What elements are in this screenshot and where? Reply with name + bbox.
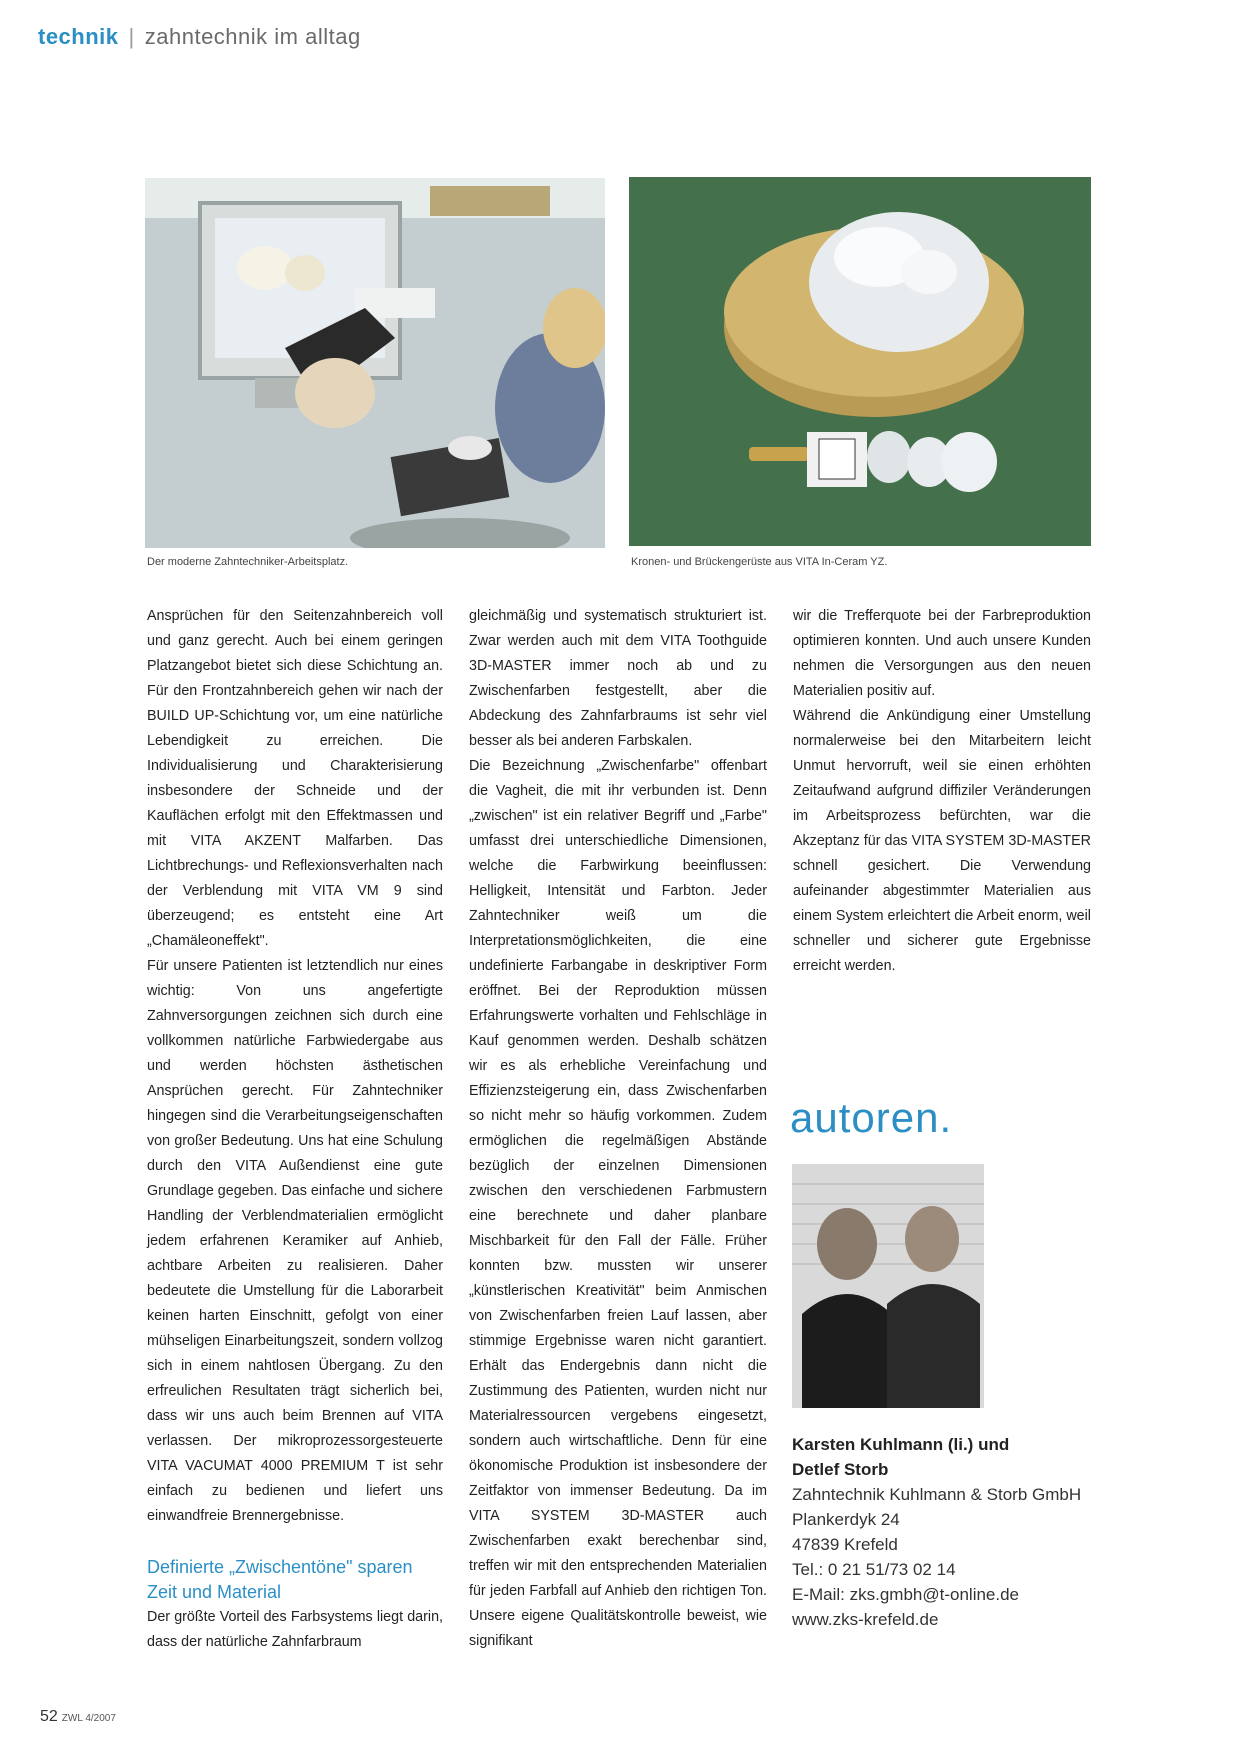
paragraph: wir die Trefferquote bei der Farbreproduktion optimieren konnten. Und auch unsere Kunden nehmen die Versorgungen aus den neuen Materialien positiv auf. [793, 608, 1091, 699]
text-column-1 [147, 604, 443, 1655]
page-number: 52 [40, 1708, 58, 1725]
email-address[interactable]: E-Mail: zks.gmbh@t-online.de [792, 1585, 1020, 1604]
website-link[interactable]: www.zks-krefeld.de [792, 1610, 939, 1629]
authors-contact [792, 1432, 1081, 1632]
crowns-photo-graphic [629, 177, 1091, 546]
section-subtitle: zahntechnik im alltag [144, 24, 361, 49]
page-footer [40, 1708, 116, 1726]
paragraph: Die Bezeichnung „Zwischenfarbe" offenbart die Vagheit, die mit ihr verbunden ist. Denn „zwischen" ist ein relativer Begriff und „Farbe" umfasst drei unterschiedliche Dimensionen, welche die Farbwirkung beeinflussen: Helligkeit, Intensität und Farbton. Jeder Zahntechniker weiß um die Interpretationsmöglichkeiten, die eine undefinierte Farbangabe in deskriptiver Form eröffnet. Bei der Reproduktion müssen Erfahrungswerte vorhalten und Fehlschläge in Kauf genommen werden. Deshalb schätzen wir es als erhebliche Vereinfachung und Effizienzsteigerung ein, dass Zwischenfarben so nicht mehr so häufig vorkommen. Zudem ermöglichen die regelmäßigen Abstände bezüglich der einzelnen Dimensionen zwischen den verschiedenen Farbmustern eine berechnete und daher planbare Mischbarkeit für den Fall der Fälle. Früher konnten bzw. mussten wir unserer „künstlerischen Kreativität" beim Anmischen von Zwischenfarben freien Lauf lassen, aber stimmige Ergebnisse waren nicht garantiert. Erhält das Endergebnis dann nicht die Zustimmung des Patienten, wurden nicht nur Materialressourcen vergebens eingesetzt, sondern auch wirtschaftliche. Denn für eine ökonomische Produktion ist insbesondere der Zeitfaktor von immenser Bedeutung. Da im VITA SYSTEM 3D-MASTER auch Zwischenfarben exakt berechenbar sind, treffen wir mit den entsprechenden Materialien für jeden Farbfall auf Anhieb den richtigen Ton. Unsere eigene Qualitätskontrolle beweist, wie signifikant [469, 758, 767, 1649]
address-street: Plankerdyk 24 [792, 1510, 900, 1529]
paragraph: Während die Ankündigung einer Umstellung normalerweise bei den Mitarbeitern leicht Unmut hervorruft, weil sie einen erhöhten Zeitaufwand aufgrund diffiziler Veränderungen im Arbeitsprozess befürchten, war die Akzeptanz für das VITA SYSTEM 3D-MASTER schnell gesichert. Die Verwendung aufeinander abgestimmter Materialien aus einem System erleichtert die Arbeit enorm, weil schneller und sicherer gute Ergebnisse erreicht werden. [793, 708, 1091, 974]
authors-photo [792, 1164, 984, 1408]
running-header [38, 24, 361, 50]
photo-caption: Der moderne Zahntechniker-Arbeitsplatz. [147, 556, 349, 568]
subheading: Definierte „Zwischentöne" sparen Zeit und Material [147, 1557, 413, 1602]
paragraph: Für unsere Patienten ist letztendlich nur eines wichtig: Von uns angefertigte Zahnversorgungen zeichnen sich durch eine vollkommen natürliche Farbwiedergabe aus und werden höchsten ästhetischen Ansprüchen gerecht. Für Zahntechniker hingegen sind die Verarbeitungseigenschaften von großer Bedeutung. Uns hat eine Schulung durch den VITA Außendienst eine gute Grundlage gegeben. Das einfache und sichere Handling der Verblendmaterialien ermöglicht jedem erfahrenen Keramiker auf Anhieb, achtbare Arbeiten zu realisieren. Daher bedeutete die Umstellung für die Laborarbeit keinen harten Einschnitt, gefolgt von einer mühseligen Einarbeitungszeit, sondern vollzog sich in einem nahtlosen Übergang. Zu den erfreulichen Resultaten trägt sicherlich bei, dass wir uns auch beim Brennen auf VITA verlassen. Der mikroprozessorgesteuerte VITA VACUMAT 4000 PREMIUM T ist sehr einfach zu bedienen und liefert uns einwandfreie Brennergebnisse. [147, 958, 443, 1524]
company-name: Zahntechnik Kuhlmann & Storb GmbH [792, 1485, 1082, 1504]
address-city: 47839 Krefeld [792, 1535, 898, 1554]
paragraph: Ansprüchen für den Seitenzahnbereich voll und ganz gerecht. Auch bei einem geringen Platzangebot bietet sich diese Schichtung an. Für den Frontzahnbereich gehen wir nach der BUILD UP-Schichtung vor, um eine natürliche Lebendigkeit zu erreichen. Die Individualisierung und Charakterisierung insbesondere der Schneide und der Kauflächen erfolgt mit den Effektmassen und mit VITA AKZENT Malfarben. Das Lichtbrechungs- und Reflexionsverhalten nach der Verblendung mit VITA VM 9 sind überzeugend; es entsteht eine Art „Chamäleoneffekt". [147, 608, 443, 949]
author-names: Karsten Kuhlmann (li.) und [792, 1435, 1010, 1454]
author-names: Detlef Storb [792, 1460, 889, 1479]
workstation-photo [145, 178, 605, 548]
crowns-photo [629, 177, 1091, 546]
issue-label: ZWL 4/2007 [61, 1713, 116, 1724]
section-label: technik [38, 24, 119, 49]
text-column-3 [793, 604, 1091, 979]
photo-caption: Kronen- und Brückengerüste aus VITA In-Ceram YZ. [631, 556, 888, 568]
phone-number: Tel.: 0 21 51/73 02 14 [792, 1560, 956, 1579]
authors-photo-graphic [792, 1164, 984, 1408]
header-separator: | [128, 24, 135, 49]
paragraph: Der größte Vorteil des Farbsystems liegt darin, dass der natürliche Zahnfarbraum [147, 1609, 443, 1650]
authors-heading: autoren. [790, 1094, 953, 1141]
text-column-2 [469, 604, 767, 1654]
workstation-photo-graphic [145, 178, 605, 548]
paragraph: gleichmäßig und systematisch strukturiert ist. Zwar werden auch mit dem VITA Toothguide 3D-MASTER immer noch ab und zu Zwischenfarben festgestellt, aber die Abdeckung des Zahnfarbraums ist sehr viel besser als bei anderen Farbskalen. [469, 608, 767, 749]
